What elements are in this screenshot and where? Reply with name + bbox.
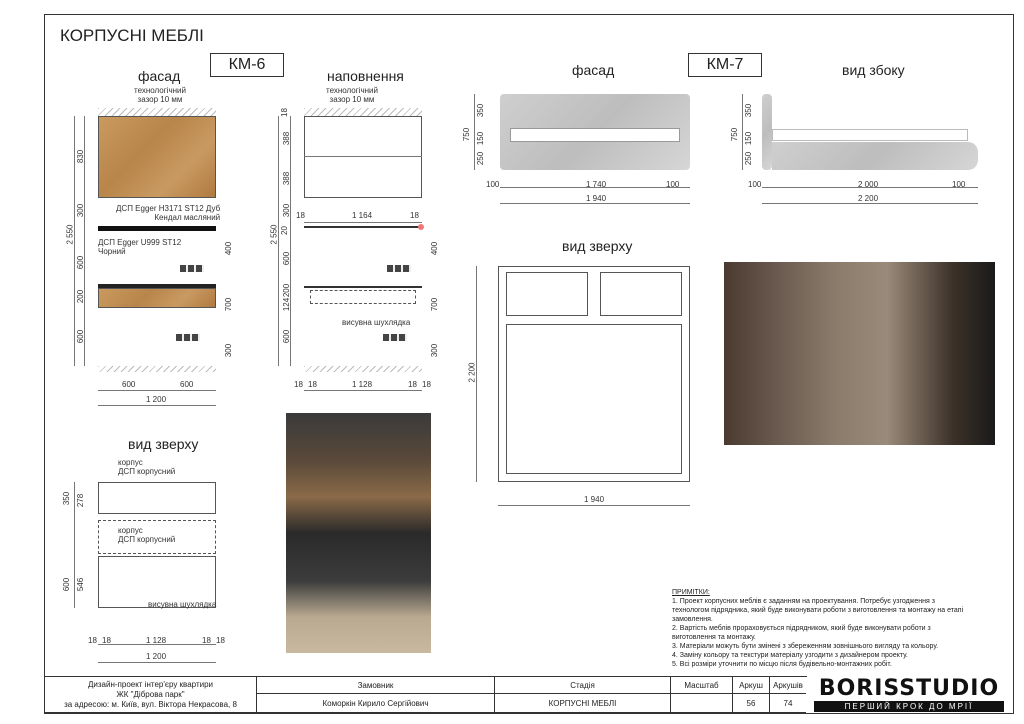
km6-material-black: ДСП Egger U999 ST12 Чорний — [98, 238, 182, 256]
km6-filling-upper — [304, 116, 422, 198]
notes-block — [672, 588, 972, 669]
stamp-complex: ЖК "Діброва парк" — [116, 689, 185, 699]
km7-top-pillow-left — [506, 272, 588, 316]
notes-title: ПРИМІТКИ: — [672, 589, 710, 596]
km6-dim-600-left: 600 — [122, 380, 136, 389]
km6-body-label-upper: корпус ДСП корпусний — [118, 458, 176, 476]
km6-dim-300-right: 300 — [224, 343, 234, 358]
km7-facade-dim-total-line — [500, 203, 690, 204]
title-block — [44, 676, 807, 713]
brand-logo — [806, 677, 1012, 713]
km6-filling-dim-600: 600 — [282, 251, 292, 266]
km6-filling-top-18b: 18 — [410, 211, 419, 220]
km6-filling-bottom-dim — [304, 390, 422, 391]
note-3: 3. Матеріали можуть бути змінені з збереженням зовнішнього вигляду та кольору. — [672, 643, 939, 650]
km6-top-bottom-1200: 1 200 — [146, 652, 167, 661]
km6-top-dim-left-line — [74, 482, 75, 608]
km7-side-dim-total-line — [762, 203, 978, 204]
km6-top-view-label: вид зверху — [128, 436, 199, 452]
km6-filling-dim-388b: 388 — [282, 171, 292, 186]
km6-filling-bottom-1128: 1 128 — [352, 380, 373, 389]
km6-filling-bottom-18d: 18 — [422, 380, 431, 389]
km6-filling-dim-700: 700 — [430, 297, 440, 312]
km6-dim-line-bottom — [98, 390, 216, 391]
km6-top-lower-body — [98, 520, 216, 554]
km6-top-bottom-1128: 1 128 — [146, 636, 167, 645]
stamp-h-scale: Масштаб — [671, 677, 733, 694]
km6-filling-dim-400: 400 — [430, 241, 440, 256]
km6-filling-ceiling — [304, 108, 422, 116]
km6-top-bottom-18c: 18 — [202, 636, 211, 645]
km6-filling-bottom-18a: 18 — [294, 380, 303, 389]
km7-facade-dim-150: 150 — [476, 131, 486, 146]
km6-filling-top-dim-line — [304, 222, 422, 223]
stamp-h-sheets: Аркушів — [770, 677, 807, 694]
km6-filling-top-1164: 1 164 — [352, 211, 373, 220]
km6-dim-700: 700 — [224, 297, 234, 312]
km6-filling-dim-600b: 600 — [282, 329, 292, 344]
km6-dim-200: 200 — [76, 289, 86, 304]
km7-top-mattress — [506, 324, 682, 474]
stamp-scale — [671, 694, 733, 713]
stamp-sheet: 56 — [733, 694, 770, 713]
stamp-stage: КОРПУСНІ МЕБЛІ — [495, 694, 671, 713]
km7-side-dim-100b: 100 — [952, 180, 966, 189]
km7-facade-dim-100a: 100 — [486, 180, 500, 189]
km6-filling-bottom-18b: 18 — [308, 380, 317, 389]
stamp-sheets: 74 — [770, 694, 807, 713]
km6-filling-dim-20: 20 — [279, 226, 289, 235]
km6-floor-hatch — [98, 366, 216, 372]
km6-filling-dim-200: 200 — [282, 283, 292, 298]
km7-facade-dim-left-line — [474, 94, 475, 170]
km6-filling-dim-124: 124 — [282, 297, 292, 312]
km6-filling-shelf — [304, 156, 422, 157]
stamp-h-sheet: Аркуш — [733, 677, 770, 694]
km7-side-dim-250: 250 — [744, 151, 754, 166]
km6-filling-floor — [304, 366, 422, 372]
km6-top-drawer-label: висувна шухлядка — [148, 600, 217, 609]
km6-top-dim-total-line — [98, 662, 216, 663]
km6-filling-socket-low — [383, 334, 407, 341]
km6-gap-note: технологічний зазор 10 мм — [134, 86, 186, 104]
km7-side-dim-100a: 100 — [748, 180, 762, 189]
km6-desk-drawer — [98, 288, 216, 308]
km6-dim-line-total-width — [98, 405, 216, 406]
km6-filling-desk — [304, 286, 422, 288]
km7-side-mattress — [772, 129, 968, 141]
km6-socket-block-low — [176, 334, 200, 341]
km6-filling-dim-388a: 388 — [282, 131, 292, 146]
km6-filling-top-18a: 18 — [296, 211, 305, 220]
stamp-h-customer: Замовник — [257, 677, 495, 694]
km7-side-dim-150: 150 — [744, 131, 754, 146]
note-2: 2. Вартість меблів прораховується підрядником, який буде виконувати роботи з виготовлення та монтажу. — [672, 625, 931, 641]
km6-filling-label: наповнення — [327, 68, 404, 84]
km6-black-shelf — [98, 226, 216, 231]
km6-dim-600b: 600 — [76, 329, 86, 344]
km6-filling-gap-note: технологічний зазор 10 мм — [326, 86, 378, 104]
km7-bed-frame-gap — [510, 128, 680, 142]
note-1: 1. Проект корпусних меблів є заданням на проектування. Потребує узгодження з технологом підрядника, який буде виконувати роботи з виготовлення та монтажу на етапі замовлення. — [672, 598, 964, 623]
km7-side-label: вид збоку — [842, 62, 905, 78]
stamp-customer: Коморкін Кирило Сергійович — [257, 694, 495, 713]
km7-code: КМ-7 — [688, 53, 762, 77]
note-5: 5. Всі розміри уточнити по місцю після будівельно-монтажних робіт. — [672, 661, 892, 668]
km6-top-bottom-18b: 18 — [102, 636, 111, 645]
km6-filling-socket — [387, 265, 411, 272]
km6-dim-600-right: 600 — [180, 380, 194, 389]
km6-render-photo — [286, 413, 431, 653]
km7-side-frame — [772, 142, 978, 170]
km7-facade-dim-100b: 100 — [666, 180, 680, 189]
km6-dim-600a: 600 — [76, 255, 86, 270]
km6-top-dim-600: 600 — [62, 577, 72, 592]
km6-code: КМ-6 — [210, 53, 284, 77]
km6-filling-dim-parts-line — [290, 116, 291, 366]
km6-dim-total: 2 550 — [65, 224, 75, 245]
km6-top-bottom-18d: 18 — [216, 636, 225, 645]
km7-top-dim-bottom-line — [498, 505, 690, 506]
km6-facade-label: фасад — [138, 68, 181, 84]
km6-dim-400: 400 — [224, 241, 234, 256]
km6-filling-drawer — [310, 290, 416, 304]
km6-socket-block — [180, 265, 204, 272]
km7-facade-dim-750: 750 — [462, 127, 472, 142]
km6-top-upper-body — [98, 482, 216, 514]
km7-facade-label: фасад — [572, 62, 615, 78]
km6-filling-dim-300: 300 — [282, 203, 292, 218]
km7-top-dim-1940: 1 940 — [584, 495, 605, 504]
page-title: КОРПУСНІ МЕБЛІ — [60, 26, 204, 45]
km6-filling-dim-total: 2 550 — [269, 224, 279, 245]
km6-top-bottom-18a: 18 — [88, 636, 97, 645]
km6-dim-830: 830 — [76, 149, 86, 164]
km6-ceiling-hatch — [98, 108, 216, 116]
km6-drawer-label: висувна шухлядка — [342, 318, 411, 327]
km6-dim-1200: 1 200 — [146, 395, 167, 404]
km6-filling-dim-300r: 300 — [430, 343, 440, 358]
km7-render-photo — [724, 262, 995, 445]
logo-tagline: ПЕРШИЙ КРОК ДО МРІЇ — [814, 701, 1004, 712]
km7-facade-dim-1940: 1 940 — [586, 194, 607, 203]
km6-filling-black-shelf — [304, 226, 422, 228]
km6-top-dim-350: 350 — [62, 491, 72, 506]
km7-facade-dim-350: 350 — [476, 103, 486, 118]
km6-filling-dim-18a: 18 — [279, 108, 289, 117]
km6-top-dim-546: 546 — [76, 577, 86, 592]
km7-side-headboard — [762, 94, 772, 170]
km6-dim-300: 300 — [76, 203, 86, 218]
km6-material-oak: ДСП Egger H3171 ST12 Дуб Кендал масляний — [116, 204, 221, 222]
stamp-address: за адресою: м. Київ, вул. Віктора Некрасова, 8 — [64, 699, 237, 709]
logo-name: BORISSTUDIO — [818, 676, 1000, 701]
km7-facade-dim-1740: 1 740 — [586, 180, 607, 189]
km7-side-dim-750: 750 — [730, 127, 740, 142]
km6-filling-led-marker — [418, 224, 424, 230]
km7-top-dim-2200: 2 200 — [467, 362, 477, 383]
km6-body-label-lower: корпус ДСП корпусний — [118, 526, 176, 544]
km7-side-dim-left-line — [742, 94, 743, 170]
stamp-project: Дизайн-проект інтер'єру квартири — [87, 679, 213, 689]
km7-side-dim-2200: 2 200 — [858, 194, 879, 203]
km7-side-dim-2000: 2 000 — [858, 180, 879, 189]
km7-facade-dim-250: 250 — [476, 151, 486, 166]
km7-top-pillow-right — [600, 272, 682, 316]
note-4: 4. Заміну кольору та текстури матеріалу узгодити з дизайнером проекту. — [672, 652, 908, 659]
stamp-h-stage: Стадія — [495, 677, 671, 694]
km6-upper-facade — [98, 116, 216, 198]
km7-side-dim-350: 350 — [744, 103, 754, 118]
km6-filling-bottom-18c: 18 — [408, 380, 417, 389]
km7-top-label: вид зверху — [562, 238, 633, 254]
km6-top-dim-278: 278 — [76, 493, 86, 508]
